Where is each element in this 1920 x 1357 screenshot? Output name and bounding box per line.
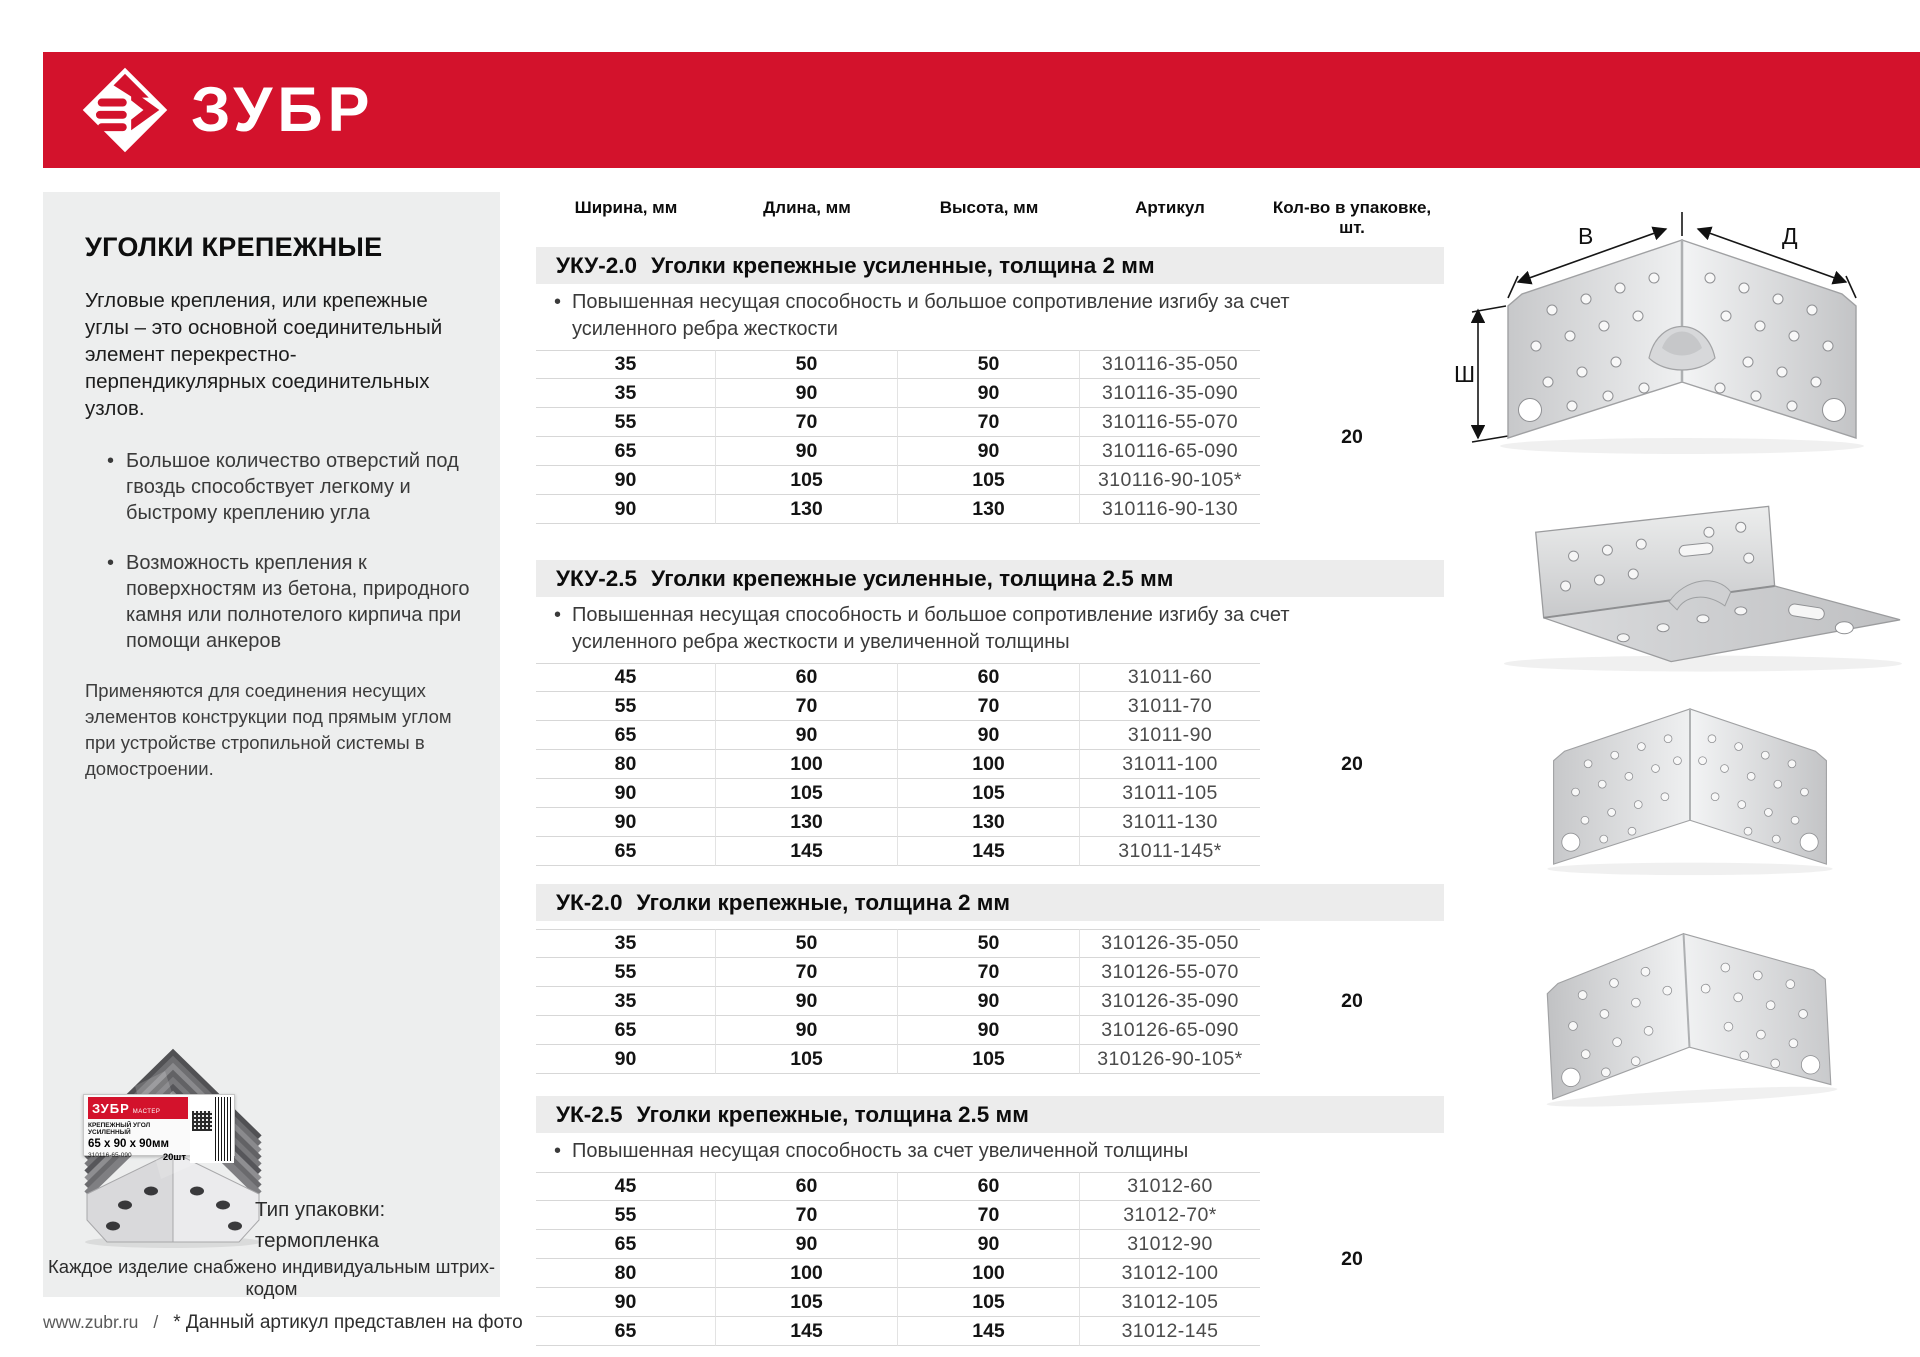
height-value: 130 bbox=[898, 808, 1080, 837]
article-value: 310116-35-090 bbox=[1080, 379, 1260, 408]
article-value: 31011-90 bbox=[1080, 721, 1260, 750]
section-name: Уголки крепежные усиленные, толщина 2.5 мм bbox=[651, 565, 1174, 591]
length-value: 145 bbox=[716, 1317, 898, 1346]
length-value: 70 bbox=[716, 692, 898, 721]
width-value: 65 bbox=[536, 437, 716, 466]
zubr-logo-mark-icon bbox=[81, 66, 169, 154]
label-series: МАСТЕР bbox=[132, 1109, 161, 1115]
section-code: УКУ-2.0 bbox=[556, 252, 638, 278]
pack-qty-value: 20 bbox=[1341, 425, 1363, 448]
article-value: 31011-130 bbox=[1080, 808, 1260, 837]
article-value: 31012-70* bbox=[1080, 1201, 1260, 1230]
article-value: 310126-35-050 bbox=[1080, 929, 1260, 958]
width-value: 90 bbox=[536, 466, 716, 495]
label-codes bbox=[190, 1095, 234, 1163]
table-body bbox=[536, 663, 1444, 866]
label-brand-band bbox=[88, 1097, 188, 1119]
section-uku-2-5 bbox=[536, 560, 1444, 866]
width-value: 90 bbox=[536, 495, 716, 524]
pack-qty-value: 20 bbox=[1341, 1247, 1363, 1270]
packaging-line: Тип упаковки: bbox=[255, 1198, 386, 1221]
length-value: 50 bbox=[716, 929, 898, 958]
height-value: 90 bbox=[898, 1016, 1080, 1045]
col-header-length: Длина, мм bbox=[763, 198, 851, 217]
dim-label-width: Ш bbox=[1454, 361, 1476, 387]
website-link[interactable]: www.zubr.ru bbox=[43, 1312, 139, 1332]
width-value: 35 bbox=[536, 929, 716, 958]
qr-code-icon bbox=[192, 1111, 212, 1131]
brand-header bbox=[43, 52, 1920, 168]
page-title: УГОЛКИ КРЕПЕЖНЫЕ bbox=[85, 232, 383, 262]
section-feature bbox=[554, 602, 1444, 656]
length-value: 105 bbox=[716, 1045, 898, 1074]
bullet-icon: • bbox=[107, 552, 115, 574]
height-value: 70 bbox=[898, 692, 1080, 721]
height-value: 145 bbox=[898, 837, 1080, 866]
section-name: Уголки крепежные, толщина 2.5 мм bbox=[636, 1101, 1029, 1127]
table-body bbox=[536, 929, 1444, 1074]
article-value: 310126-35-090 bbox=[1080, 987, 1260, 1016]
article-value: 310116-90-105* bbox=[1080, 466, 1260, 495]
length-value: 70 bbox=[716, 408, 898, 437]
section-feature bbox=[554, 1138, 1444, 1165]
height-value: 100 bbox=[898, 1259, 1080, 1288]
application-note: Применяются для соединения несущих элементов конструкции под прямым углом при устройстве стропильной системы в домостроении. bbox=[85, 680, 452, 779]
height-value: 100 bbox=[898, 750, 1080, 779]
section-uku-2-0 bbox=[536, 247, 1444, 524]
width-value: 80 bbox=[536, 1259, 716, 1288]
height-value: 90 bbox=[898, 721, 1080, 750]
section-code: УК-2.5 bbox=[556, 1101, 623, 1127]
width-value: 80 bbox=[536, 750, 716, 779]
width-value: 35 bbox=[536, 379, 716, 408]
width-value: 55 bbox=[536, 1201, 716, 1230]
length-value: 70 bbox=[716, 1201, 898, 1230]
section-title bbox=[536, 1096, 1444, 1133]
article-value: 31012-60 bbox=[1080, 1172, 1260, 1201]
article-value: 31012-100 bbox=[1080, 1259, 1260, 1288]
zubr-logo bbox=[81, 66, 375, 154]
section-feature bbox=[554, 289, 1444, 343]
width-value: 35 bbox=[536, 350, 716, 379]
height-value: 145 bbox=[898, 1317, 1080, 1346]
width-value: 45 bbox=[536, 663, 716, 692]
height-value: 50 bbox=[898, 350, 1080, 379]
width-value: 55 bbox=[536, 958, 716, 987]
length-value: 105 bbox=[716, 1288, 898, 1317]
section-name: Уголки крепежные, толщина 2 мм bbox=[636, 889, 1011, 915]
label-article: 310116-65-090 bbox=[88, 1152, 132, 1159]
length-value: 60 bbox=[716, 663, 898, 692]
label-size: 65 x 90 x 90мм bbox=[88, 1138, 169, 1150]
length-value: 90 bbox=[716, 1230, 898, 1259]
length-value: 100 bbox=[716, 750, 898, 779]
height-value: 90 bbox=[898, 1230, 1080, 1259]
bullet-icon: • bbox=[107, 450, 115, 472]
height-value: 70 bbox=[898, 408, 1080, 437]
length-value: 90 bbox=[716, 1016, 898, 1045]
article-value: 31011-70 bbox=[1080, 692, 1260, 721]
col-header-article: Артикул bbox=[1135, 198, 1205, 217]
feature-item bbox=[107, 448, 474, 526]
bullet-icon: • bbox=[554, 291, 562, 313]
length-value: 70 bbox=[716, 958, 898, 987]
height-value: 90 bbox=[898, 379, 1080, 408]
width-value: 90 bbox=[536, 808, 716, 837]
label-product-name: КРЕПЕЖНЫЙ УГОЛ УСИЛЕННЫЙ bbox=[88, 1122, 151, 1136]
height-value: 105 bbox=[898, 1288, 1080, 1317]
article-value: 31011-60 bbox=[1080, 663, 1260, 692]
footnote: * Данный артикул представлен на фото bbox=[173, 1312, 523, 1333]
label-text-block bbox=[84, 1095, 190, 1163]
section-code: УК-2.0 bbox=[556, 889, 623, 915]
height-value: 60 bbox=[898, 663, 1080, 692]
section-title bbox=[536, 884, 1444, 921]
footer-separator: / bbox=[153, 1312, 159, 1332]
dim-label-height: В bbox=[1578, 223, 1594, 249]
packaging-type bbox=[255, 1194, 385, 1256]
section-title bbox=[536, 560, 1444, 597]
length-value: 60 bbox=[716, 1172, 898, 1201]
width-value: 55 bbox=[536, 408, 716, 437]
length-value: 130 bbox=[716, 495, 898, 524]
width-value: 35 bbox=[536, 987, 716, 1016]
width-value: 65 bbox=[536, 1317, 716, 1346]
height-value: 90 bbox=[898, 437, 1080, 466]
bracket-photo-uku20 bbox=[1452, 198, 1914, 462]
column-headers bbox=[536, 198, 1444, 238]
section-uk-2-0 bbox=[536, 884, 1444, 1074]
zubr-logo-text: ЗУБР bbox=[191, 75, 375, 145]
article-value: 310126-55-070 bbox=[1080, 958, 1260, 987]
product-label bbox=[83, 1094, 235, 1163]
table-body bbox=[536, 350, 1444, 524]
width-value: 55 bbox=[536, 692, 716, 721]
article-value: 31012-105 bbox=[1080, 1288, 1260, 1317]
height-value: 50 bbox=[898, 929, 1080, 958]
intro-paragraph: Угловые крепления, или крепежные углы – это основной соединительный элемент перекрестно-перпендикулярных соединительных узлов. bbox=[85, 289, 443, 420]
width-value: 90 bbox=[536, 779, 716, 808]
article-value: 310116-55-070 bbox=[1080, 408, 1260, 437]
sidebar bbox=[43, 192, 500, 1297]
width-value: 65 bbox=[536, 1230, 716, 1259]
article-value: 31011-105 bbox=[1080, 779, 1260, 808]
article-value: 310116-35-050 bbox=[1080, 350, 1260, 379]
pack-qty-value: 20 bbox=[1341, 753, 1363, 775]
length-value: 50 bbox=[716, 350, 898, 379]
col-header-width: Ширина, мм bbox=[574, 198, 678, 217]
article-value: 310116-90-130 bbox=[1080, 495, 1260, 524]
height-value: 105 bbox=[898, 779, 1080, 808]
bracket-photo-uk25 bbox=[1472, 900, 1902, 1100]
article-value: 310126-65-090 bbox=[1080, 1016, 1260, 1045]
article-value: 310126-90-105* bbox=[1080, 1045, 1260, 1074]
article-value: 31012-145 bbox=[1080, 1317, 1260, 1346]
section-feature-text: Повышенная несущая способность за счет увеличенной толщины bbox=[572, 1140, 1189, 1162]
section-title bbox=[536, 247, 1444, 284]
section-feature-text: Повышенная несущая способность и большое сопротивление изгибу за счет усиленного ребра жесткости bbox=[572, 291, 1290, 340]
article-value: 310116-65-090 bbox=[1080, 437, 1260, 466]
section-feature-text: Повышенная несущая способность и большое сопротивление изгибу за счет усиленного ребра жесткости и увеличенной толщины bbox=[572, 604, 1290, 653]
length-value: 90 bbox=[716, 437, 898, 466]
feature-list bbox=[107, 448, 474, 654]
section-uk-2-5 bbox=[536, 1096, 1444, 1346]
feature-item bbox=[107, 550, 474, 654]
section-name: Уголки крепежные усиленные, толщина 2 мм bbox=[651, 252, 1155, 278]
barcode-note: Каждое изделие снабжено индивидуальным штрих-кодом bbox=[48, 1256, 495, 1299]
width-value: 90 bbox=[536, 1045, 716, 1074]
width-value: 65 bbox=[536, 837, 716, 866]
col-header-qty: Кол-во в упаковке, шт. bbox=[1272, 198, 1432, 237]
height-value: 70 bbox=[898, 958, 1080, 987]
height-value: 90 bbox=[898, 987, 1080, 1016]
bracket-photo-uku25 bbox=[1474, 478, 1912, 678]
page-footer bbox=[43, 1312, 523, 1334]
article-value: 31011-100 bbox=[1080, 750, 1260, 779]
height-value: 70 bbox=[898, 1201, 1080, 1230]
feature-text: Возможность крепления к поверхностям из бетона, природного камня или полнотелого кирпича при помощи анкеров bbox=[126, 552, 470, 652]
height-value: 60 bbox=[898, 1172, 1080, 1201]
length-value: 90 bbox=[716, 379, 898, 408]
label-qty: 20шт bbox=[162, 1152, 186, 1163]
length-value: 145 bbox=[716, 837, 898, 866]
length-value: 130 bbox=[716, 808, 898, 837]
width-value: 45 bbox=[536, 1172, 716, 1201]
feature-text: Большое количество отверстий под гвоздь способствует легкому и быстрому креплению угла bbox=[126, 450, 459, 524]
width-value: 65 bbox=[536, 721, 716, 750]
bullet-icon: • bbox=[554, 1140, 562, 1162]
length-value: 105 bbox=[716, 779, 898, 808]
length-value: 90 bbox=[716, 987, 898, 1016]
dim-label-length: Д bbox=[1782, 223, 1798, 249]
bullet-icon: • bbox=[554, 604, 562, 626]
spec-tables bbox=[536, 198, 1444, 1346]
article-value: 31012-90 bbox=[1080, 1230, 1260, 1259]
table-body bbox=[536, 1172, 1444, 1346]
section-code: УКУ-2.5 bbox=[556, 565, 638, 591]
height-value: 130 bbox=[898, 495, 1080, 524]
pack-qty-value: 20 bbox=[1341, 990, 1363, 1012]
height-value: 105 bbox=[898, 466, 1080, 495]
length-value: 105 bbox=[716, 466, 898, 495]
barcode-icon bbox=[215, 1097, 232, 1161]
width-value: 90 bbox=[536, 1288, 716, 1317]
width-value: 65 bbox=[536, 1016, 716, 1045]
bracket-photo-uk20 bbox=[1478, 676, 1902, 872]
label-brand: ЗУБР bbox=[92, 1100, 130, 1116]
col-header-height: Высота, мм bbox=[939, 198, 1039, 217]
length-value: 90 bbox=[716, 721, 898, 750]
height-value: 105 bbox=[898, 1045, 1080, 1074]
article-value: 31011-145* bbox=[1080, 837, 1260, 866]
packaging-line: термопленка bbox=[255, 1229, 380, 1252]
length-value: 100 bbox=[716, 1259, 898, 1288]
